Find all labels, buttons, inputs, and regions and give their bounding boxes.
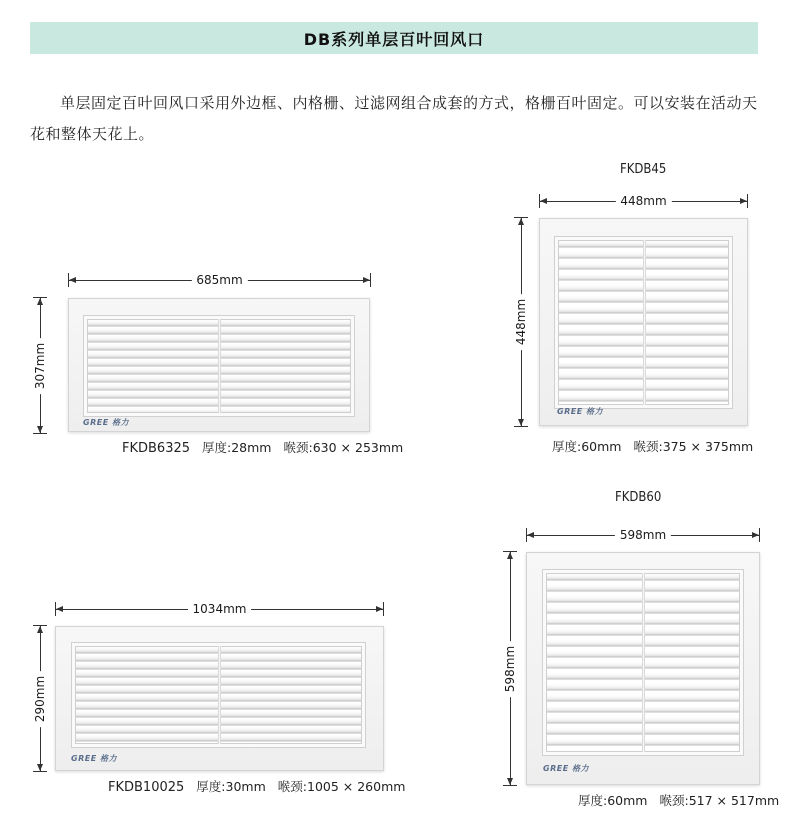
intro-paragraph: 单层固定百叶回风口采用外边框、内格栅、过滤网组合成套的方式，格栅百叶固定。可以安装在活动天花和整体天花上。 — [30, 94, 758, 143]
spec-caption-fkdb60 — [578, 791, 779, 809]
width-dimension-fkdb6325 — [68, 273, 371, 287]
gree-logo: GREE 格力 — [71, 754, 117, 763]
width-label: 448mm — [615, 194, 671, 208]
width-dimension-fkdb45 — [539, 194, 748, 208]
gree-logo: GREE 格力 — [557, 407, 603, 416]
width-label: 598mm — [615, 528, 671, 542]
height-label: 290mm — [33, 670, 47, 726]
neck-spec: 喉颈:517 × 517mm — [659, 793, 780, 808]
section-title-banner — [30, 22, 758, 54]
width-label: 685mm — [191, 273, 247, 287]
model-name: FKDB10025 — [108, 780, 185, 795]
grille-image-fkdb6325 — [68, 298, 370, 432]
width-dimension-fkdb60 — [526, 528, 760, 542]
grille-image-fkdb10025 — [55, 626, 384, 771]
height-dimension-fkdb6325 — [33, 297, 47, 434]
model-title-fkdb45: FKDB45 — [620, 162, 667, 177]
spec-caption-fkdb10025 — [108, 777, 405, 795]
model-title-fkdb60: FKDB60 — [615, 490, 662, 505]
thickness-spec: 厚度:28mm — [202, 440, 272, 455]
model-name: FKDB6325 — [122, 441, 191, 456]
height-dimension-fkdb60 — [503, 551, 517, 786]
thickness-spec: 厚度:60mm — [552, 439, 622, 454]
thickness-spec: 厚度:30mm — [196, 779, 266, 794]
height-label: 598mm — [503, 640, 517, 696]
spec-caption-fkdb45 — [552, 437, 753, 455]
spec-caption-fkdb6325 — [122, 438, 403, 456]
neck-spec: 喉颈:375 × 375mm — [633, 439, 754, 454]
section-title: DB系列单层百叶回风口 — [303, 29, 485, 49]
height-dimension-fkdb10025 — [33, 625, 47, 772]
width-label: 1034mm — [188, 602, 252, 616]
height-label: 448mm — [514, 294, 528, 350]
thickness-spec: 厚度:60mm — [578, 793, 648, 808]
gree-logo: GREE 格力 — [83, 418, 129, 427]
height-dimension-fkdb45 — [514, 217, 528, 427]
height-label: 307mm — [33, 337, 47, 393]
neck-spec: 喉颈:1005 × 260mm — [277, 779, 406, 794]
gree-logo: GREE 格力 — [543, 764, 589, 773]
grille-image-fkdb45 — [539, 218, 748, 426]
width-dimension-fkdb10025 — [55, 602, 384, 616]
grille-image-fkdb60 — [526, 552, 760, 785]
neck-spec: 喉颈:630 × 253mm — [283, 440, 404, 455]
